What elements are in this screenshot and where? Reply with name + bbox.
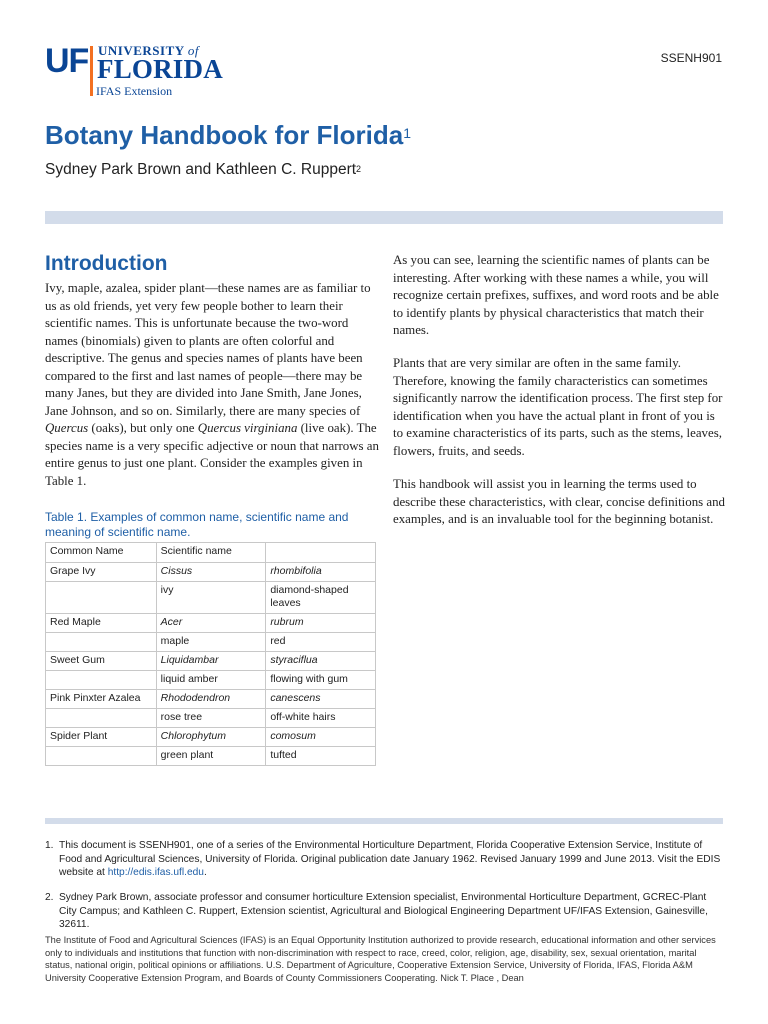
table-cell-meaning: off-white hairs bbox=[266, 709, 376, 728]
page-title-text: Botany Handbook for Florida bbox=[45, 120, 404, 150]
footnote-1 bbox=[45, 839, 725, 880]
introduction-heading: Introduction bbox=[45, 252, 168, 275]
logo-of-word: of bbox=[187, 43, 200, 58]
table-cell-common: Spider Plant bbox=[46, 728, 157, 747]
table-cell-species: canescens bbox=[266, 690, 376, 709]
table-cell-common: Red Maple bbox=[46, 614, 157, 633]
table-header-cell: Scientific name bbox=[156, 543, 266, 563]
table-cell-meaning: flowing with gum bbox=[266, 671, 376, 690]
table-cell-common: Sweet Gum bbox=[46, 652, 157, 671]
intro-text-part: Ivy, maple, azalea, spider plant—these names are as familiar to us as old friends, yet very few people bother to learn their scientific names. This is unfortunate because the two-word names (binomials) given to plants are often colorful and descriptive. The genus and species names of plants have been compared to the first and last names of people—there may be many Janes, but they are divided into Jane Smith, Jane Jones, Jane Johnson, and so on. Similarly, there are many species of bbox=[45, 281, 371, 418]
title-divider bbox=[45, 211, 723, 224]
table-row bbox=[46, 747, 376, 766]
logo-divider-bar bbox=[90, 46, 93, 96]
edis-website-link[interactable]: http://edis.ifas.ufl.edu bbox=[107, 867, 204, 879]
table-cell-genus: Rhododendron bbox=[156, 690, 266, 709]
table-caption: Table 1. Examples of common name, scientific name and meaning of scientific name. bbox=[45, 510, 349, 539]
table-header-cell bbox=[266, 543, 376, 563]
footnote-number: 2. bbox=[45, 892, 54, 903]
table-cell-species: styraciflua bbox=[266, 652, 376, 671]
plant-names-table bbox=[45, 542, 376, 766]
right-paragraph-2: Plants that are very similar are often in the same family. Therefore, knowing the family characteristics can sometimes significantly narrow the identification process. The first step for identification when you have the actual plant in front of you is to examine characteristics of its parts, such as the stems, leaves, flowers, fruits, and seeds. bbox=[393, 356, 723, 458]
authors-footnote-mark: 2 bbox=[356, 164, 362, 174]
authors-line bbox=[45, 160, 361, 180]
table-cell-genus: Chlorophytum bbox=[156, 728, 266, 747]
table-row bbox=[46, 652, 376, 671]
footnote-number: 1. bbox=[45, 840, 54, 851]
footnote-2 bbox=[45, 891, 725, 932]
intro-text-part: (live oak). The species name is a very specific adjective or noun that narrows an entire genus to just one plant. Consider the examples given in Table 1. bbox=[45, 421, 379, 488]
footnote-1-body: This document is SSENH901, one of a series of the Environmental Horticulture Department, Florida Cooperative Extension Service, Institute of Food and Agricultural Sciences, University of Florida. Original publication date January 1962. Revised January 1999 and June 2013. Visit the EDIS website at bbox=[59, 840, 721, 879]
logo-university-word: UNIVERSITY bbox=[98, 43, 185, 58]
intro-italic-species: Quercus virginiana bbox=[197, 421, 298, 435]
table-row bbox=[46, 690, 376, 709]
table-cell-common bbox=[46, 671, 157, 690]
table-header-row bbox=[46, 543, 376, 563]
authors-text: Sydney Park Brown and Kathleen C. Ruppert bbox=[45, 161, 357, 178]
table-cell-meaning: rose tree bbox=[156, 709, 266, 728]
introduction-paragraph bbox=[45, 280, 379, 490]
table-cell-common bbox=[46, 633, 157, 652]
table-row bbox=[46, 633, 376, 652]
table-cell-common bbox=[46, 747, 157, 766]
table-row bbox=[46, 728, 376, 747]
table-row bbox=[46, 709, 376, 728]
logo-florida-text: FLORIDA bbox=[97, 54, 223, 84]
intro-text-part: (oaks), but only one bbox=[88, 421, 198, 435]
table-row bbox=[46, 563, 376, 582]
table-cell-meaning: ivy bbox=[156, 582, 266, 614]
table-cell-genus: Cissus bbox=[156, 563, 266, 582]
table-row bbox=[46, 671, 376, 690]
table-cell-species: rubrum bbox=[266, 614, 376, 633]
intro-italic-genus: Quercus bbox=[45, 421, 89, 435]
table-cell-meaning: diamond-shaped leaves bbox=[266, 582, 376, 614]
table-cell-meaning: green plant bbox=[156, 747, 266, 766]
table-cell-common: Pink Pinxter Azalea bbox=[46, 690, 157, 709]
logo-ifas-text: IFAS Extension bbox=[96, 84, 173, 98]
table-cell-common: Grape Ivy bbox=[46, 563, 157, 582]
table-cell-common bbox=[46, 709, 157, 728]
table-cell-species: rhombifolia bbox=[266, 563, 376, 582]
footnote-1-end: . bbox=[203, 867, 207, 879]
table-cell-common bbox=[46, 582, 157, 614]
page-title bbox=[45, 119, 411, 151]
table-header-cell: Common Name bbox=[46, 543, 157, 563]
table-cell-meaning: maple bbox=[156, 633, 266, 652]
footnote-text: Sydney Park Brown, associate professor and consumer horticulture Extension specialist, Environmental Horticulture Department, GCREC-Plant City Campus; and Kathleen C. Ruppert, Extension scientist, Agricultural and Biological Engineering Department UF/IFAS Extension, Gainesville, 32611. bbox=[59, 892, 708, 931]
table-cell-genus: Acer bbox=[156, 614, 266, 633]
footnote-text bbox=[59, 839, 725, 880]
uf-logo-mark: UF bbox=[45, 42, 89, 80]
ifas-disclaimer: The Institute of Food and Agricultural Sciences (IFAS) is an Equal Opportunity Institution authorized to provide research, educational information and other services only to individuals and institutions that function with non-discrimination with respect to race, creed, color, religion, age, disability, sex, sexual orientation, marital status, national origin, political opinions or affiliations. U.S. Department of Agriculture, Cooperative Extension Service, University of Florida, IFAS, Florida A&M University Cooperative Extension Program, and Boards of County Commissioners Cooperating. Nick T. Place , Dean bbox=[45, 935, 716, 983]
right-paragraph-3: This handbook will assist you in learning the terms used to describe these characteristics, with clear, concise definitions and examples, and is an invaluable tool for the beginning botanist. bbox=[393, 477, 725, 526]
document-id: SSENH901 bbox=[660, 51, 722, 65]
table-cell-meaning: tufted bbox=[266, 747, 376, 766]
table-cell-meaning: liquid amber bbox=[156, 671, 266, 690]
table-cell-meaning: red bbox=[266, 633, 376, 652]
right-paragraph-1: As you can see, learning the scientific names of plants can be interesting. After working with these names a while, you will recognize certain prefixes, suffixes, and word roots and be able to identify plants by physical characteristics that match their names. bbox=[393, 253, 719, 337]
footnote-rule bbox=[45, 818, 723, 824]
table-cell-genus: Liquidambar bbox=[156, 652, 266, 671]
title-footnote-mark: 1 bbox=[403, 125, 412, 141]
table-cell-species: comosum bbox=[266, 728, 376, 747]
table-row bbox=[46, 582, 376, 614]
table-row bbox=[46, 614, 376, 633]
